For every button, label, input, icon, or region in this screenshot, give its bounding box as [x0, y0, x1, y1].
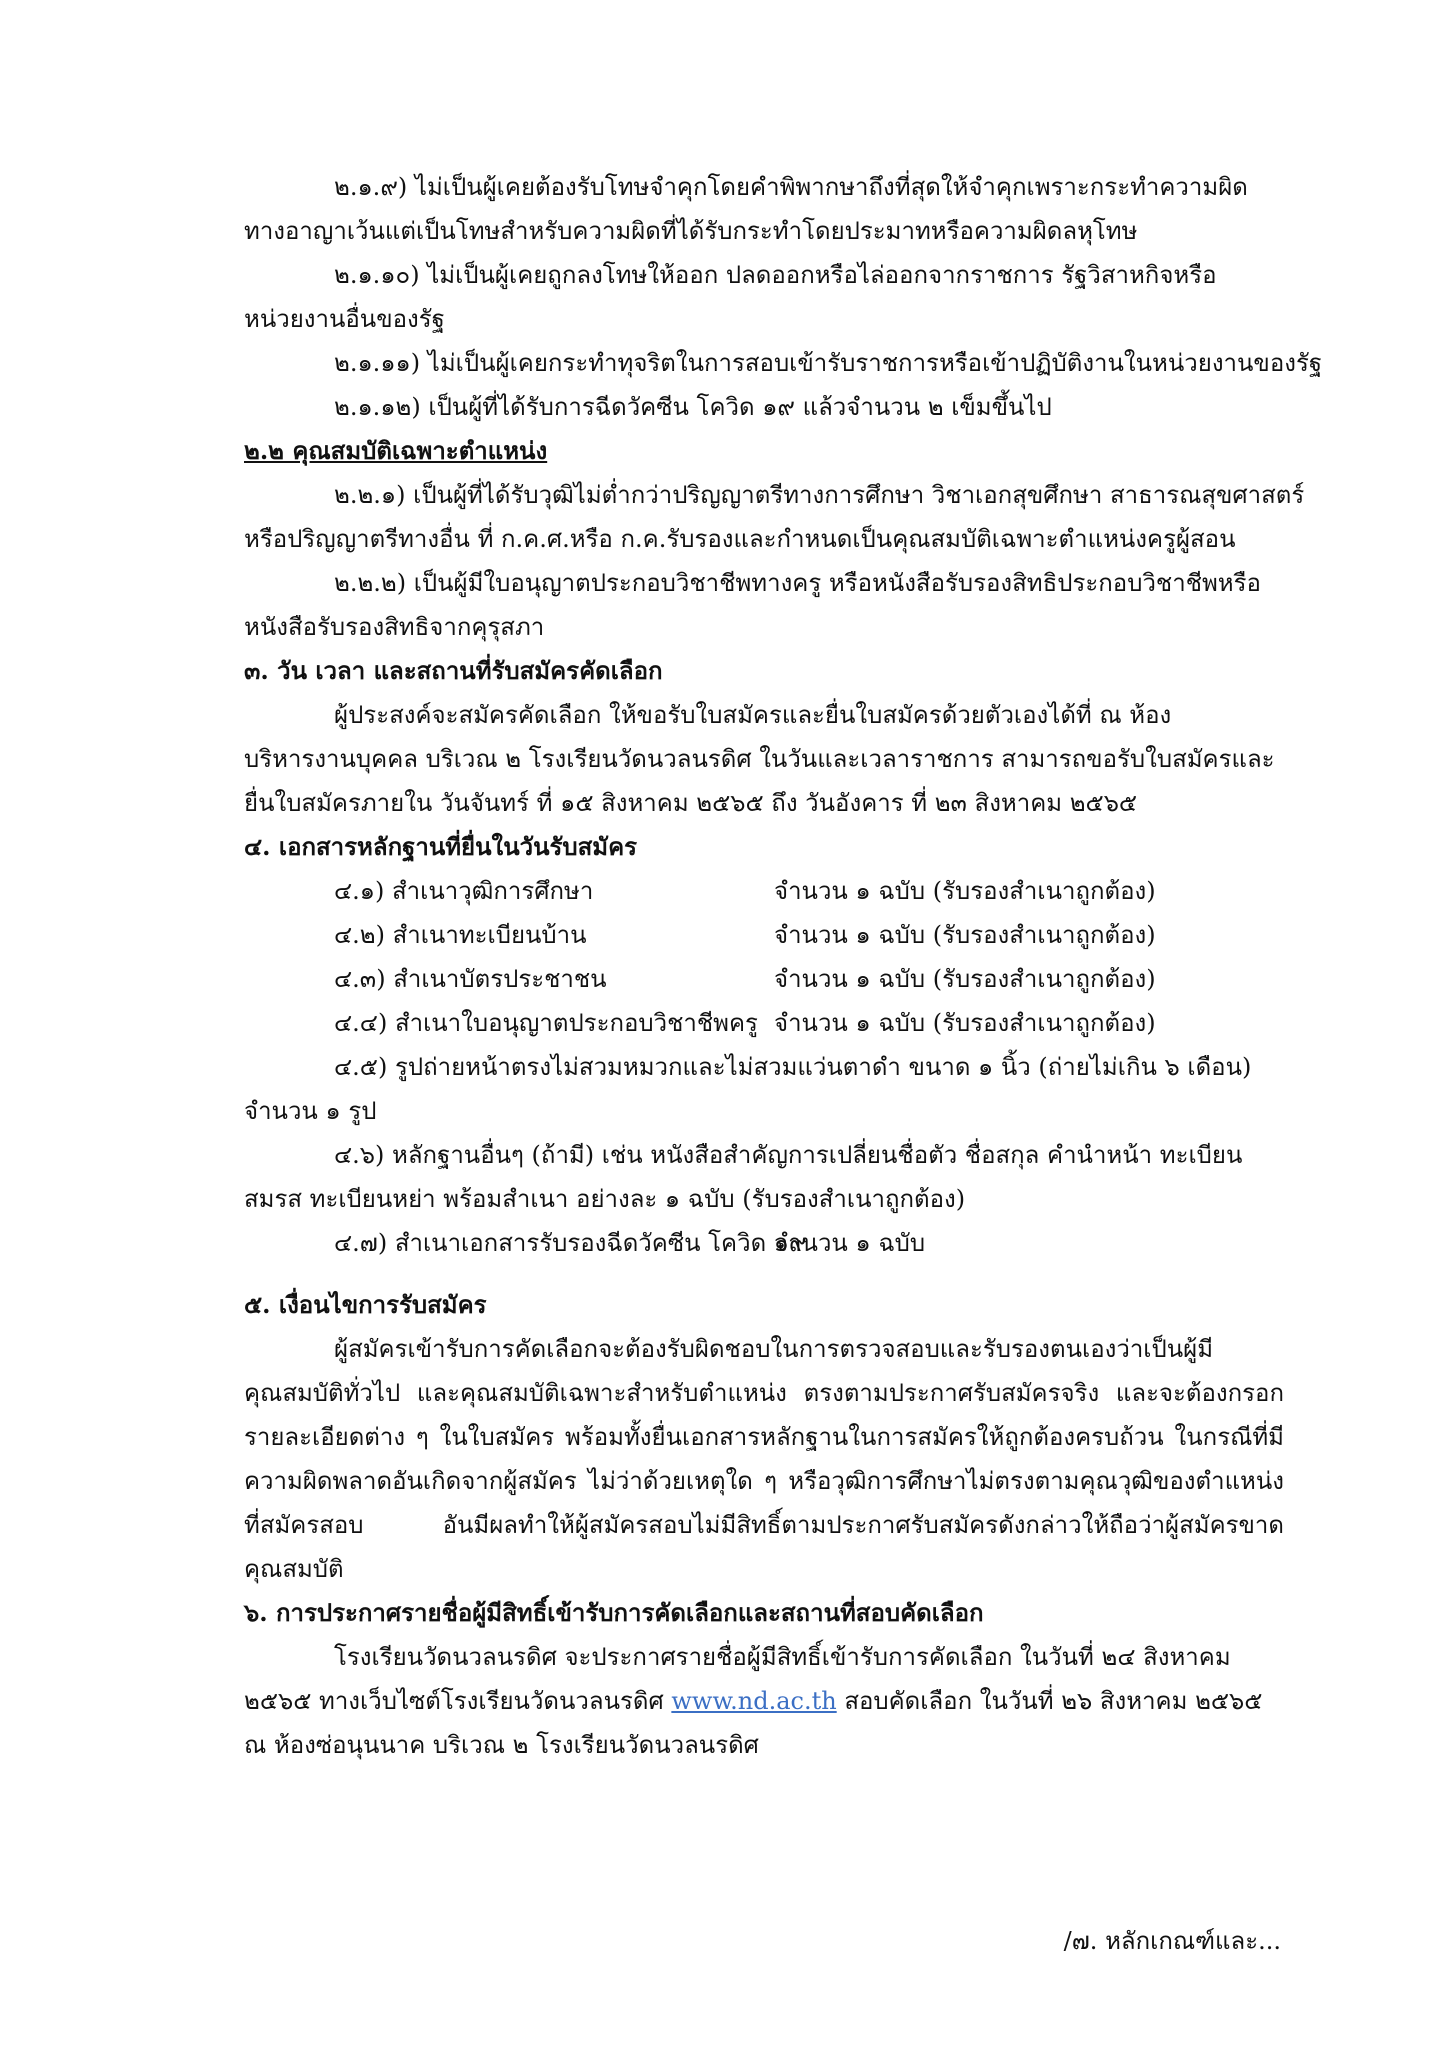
section-3-line-3: ยื่นใบสมัครภายใน วันจันทร์ ที่ ๑๕ สิงหาคม ๒๕๖๕ ถึง วันอังคาร ที่ ๒๓ สิงหาคม ๒๕๖๕: [244, 789, 1138, 817]
section-6-line-2-start: ๒๕๖๕ ทางเว็บไซต์โรงเรียนวัดนวลนรดิศ: [244, 1687, 672, 1715]
document-list-item: [244, 1221, 1284, 1265]
document-body: [244, 165, 1323, 1767]
clause-2-1-9-line-1: ๒.๑.๙) ไม่เป็นผู้เคยต้องรับโทษจำคุกโดยคำพิพากษาถึงที่สุดให้จำคุกเพราะกระทำความผิด: [334, 173, 1248, 201]
section-5-heading: ๕. เงื่อนไขการรับสมัคร: [244, 1290, 487, 1319]
document-quantity: จำนวน ๑ ฉบับ (รับรองสำเนาถูกต้อง): [774, 877, 1156, 905]
clause-2-1-9-line-2: ทางอาญาเว้นแต่เป็นโทษสำหรับความผิดที่ได้รับกระทำโดยประมาทหรือความผิดลหุโทษ: [244, 217, 1138, 245]
section-6-line-1: โรงเรียนวัดนวลนรดิศ จะประกาศรายชื่อผู้มีสิทธิ์เข้ารับการคัดเลือก ในวันที่ ๒๔ สิงหาคม: [334, 1643, 1231, 1671]
document-4-6-line-2: สมรส ทะเบียนหย่า พร้อมสำเนา อย่างละ ๑ ฉบับ (รับรองสำเนาถูกต้อง): [244, 1185, 966, 1213]
document-name: ๔.๗) สำเนาเอกสารรับรองฉีดวัคซีน โควิด ๑๙: [334, 1229, 807, 1257]
document-quantity: จำนวน ๑ ฉบับ (รับรองสำเนาถูกต้อง): [774, 965, 1156, 993]
section-6-line-2: [244, 1679, 1284, 1723]
document-name: ๔.๔) สำเนาใบอนุญาตประกอบวิชาชีพครู: [334, 1009, 758, 1037]
clause-2-1-10-line-2: หน่วยงานอื่นของรัฐ: [244, 305, 445, 333]
document-list-item: [244, 1001, 1284, 1045]
document-name: ๔.๓) สำเนาบัตรประชาชน: [334, 965, 607, 993]
section-5-paragraph: ผู้สมัครเข้ารับการคัดเลือกจะต้องรับผิดชอบในการตรวจสอบและรับรองตนเองว่าเป็นผู้มีคุณสมบัติทั่วไป และคุณสมบัติเฉพาะสำหรับตำแหน่ง ตรงตามประกาศรับสมัครจริง และจะต้องกรอกรายละเอียดต่าง ๆ ในใบสมัคร พร้อมทั้งยื่นเอกสารหลักฐานในการสมัครให้ถูกต้องครบถ้วน ในกรณีที่มีความผิดพลาดอันเกิดจากผู้สมัคร ไม่ว่าด้วยเหตุใด ๆ หรือวุฒิการศึกษาไม่ตรงตามคุณวุฒิของตำแหน่งที่สมัครสอบ อันมีผลทำให้ผู้สมัครสอบไม่มีสิทธิ์ตามประกาศรับสมัครดังกล่าวให้ถือว่าผู้สมัครขาดคุณสมบัติ: [244, 1335, 1284, 1583]
document-name: ๔.๒) สำเนาทะเบียนบ้าน: [334, 921, 587, 949]
section-6-line-2-end: สอบคัดเลือก ในวันที่ ๒๖ สิงหาคม ๒๕๖๕: [836, 1687, 1263, 1715]
document-list-item: [244, 869, 1284, 913]
section-6-heading: ๖. การประกาศรายชื่อผู้มีสิทธิ์เข้ารับการคัดเลือกและสถานที่สอบคัดเลือก: [244, 1598, 984, 1627]
section-6-line-3: ณ ห้องซ่อนุนนาค บริเวณ ๒ โรงเรียนวัดนวลนรดิศ: [244, 1731, 759, 1759]
clause-2-2-2-line-2: หนังสือรับรองสิทธิจากคุรุสภา: [244, 613, 545, 641]
page-continuation-footer: /๗. หลักเกณฑ์และ...: [1063, 1927, 1281, 1955]
clause-2-2-1-line-1: ๒.๒.๑) เป็นผู้ที่ได้รับวุฒิไม่ต่ำกว่าปริญญาตรีทางการศึกษา วิชาเอกสุขศึกษา สาธารณสุขศาสตร์: [334, 481, 1305, 509]
document-4-5-line-2: จำนวน ๑ รูป: [244, 1097, 377, 1125]
document-4-5-line-1: ๔.๕) รูปถ่ายหน้าตรงไม่สวมหมวกและไม่สวมแว่นตาดำ ขนาด ๑ นิ้ว (ถ่ายไม่เกิน ๖ เดือน): [334, 1053, 1252, 1081]
clause-2-1-10-line-1: ๒.๑.๑๐) ไม่เป็นผู้เคยถูกลงโทษให้ออก ปลดออกหรือไล่ออกจากราชการ รัฐวิสาหกิจหรือ: [334, 261, 1217, 289]
clause-2-1-11: ๒.๑.๑๑) ไม่เป็นผู้เคยกระทำทุจริตในการสอบเข้ารับราชการหรือเข้าปฏิบัติงานในหน่วยงานของรัฐ: [334, 349, 1323, 377]
section-3-line-2: บริหารงานบุคคล บริเวณ ๒ โรงเรียนวัดนวลนรดิศ ในวันและเวลาราชการ สามารถขอรับใบสมัครและ: [244, 745, 1275, 773]
document-list-item: [244, 957, 1284, 1001]
clause-2-2-2-line-1: ๒.๒.๒) เป็นผู้มีใบอนุญาตประกอบวิชาชีพทางครู หรือหนังสือรับรองสิทธิประกอบวิชาชีพหรือ: [334, 569, 1261, 597]
document-quantity: จำนวน ๑ ฉบับ (รับรองสำเนาถูกต้อง): [774, 1009, 1156, 1037]
document-name: ๔.๑) สำเนาวุฒิการศึกษา: [334, 877, 594, 905]
document-4-6-line-1: ๔.๖) หลักฐานอื่นๆ (ถ้ามี) เช่น หนังสือสำคัญการเปลี่ยนชื่อตัว ชื่อสกุล คำนำหน้า ทะเบียน: [334, 1141, 1243, 1169]
clause-2-2-1-line-2: หรือปริญญาตรีทางอื่น ที่ ก.ค.ศ.หรือ ก.ค.รับรองและกำหนดเป็นคุณสมบัติเฉพาะตำแหน่งครูผู้สอน: [244, 525, 1236, 553]
section-2-2-heading: ๒.๒ คุณสมบัติเฉพาะตำแหน่ง: [244, 436, 548, 465]
document-list-item: [244, 913, 1284, 957]
document-quantity: จำนวน ๑ ฉบับ: [774, 1229, 926, 1257]
section-3-heading: ๓. วัน เวลา และสถานที่รับสมัครคัดเลือก: [244, 656, 663, 685]
section-spacer: [244, 1265, 1284, 1283]
school-website-link[interactable]: www.nd.ac.th: [671, 1687, 837, 1715]
section-4-heading: ๔. เอกสารหลักฐานที่ยื่นในวันรับสมัคร: [244, 832, 638, 861]
clause-2-1-12: ๒.๑.๑๒) เป็นผู้ที่ได้รับการฉีดวัคซีน โควิด ๑๙ แล้วจำนวน ๒ เข็มขึ้นไป: [334, 393, 1052, 421]
section-3-line-1: ผู้ประสงค์จะสมัครคัดเลือก ให้ขอรับใบสมัครและยื่นใบสมัครด้วยตัวเองได้ที่ ณ ห้อง: [334, 701, 1172, 729]
document-quantity: จำนวน ๑ ฉบับ (รับรองสำเนาถูกต้อง): [774, 921, 1156, 949]
